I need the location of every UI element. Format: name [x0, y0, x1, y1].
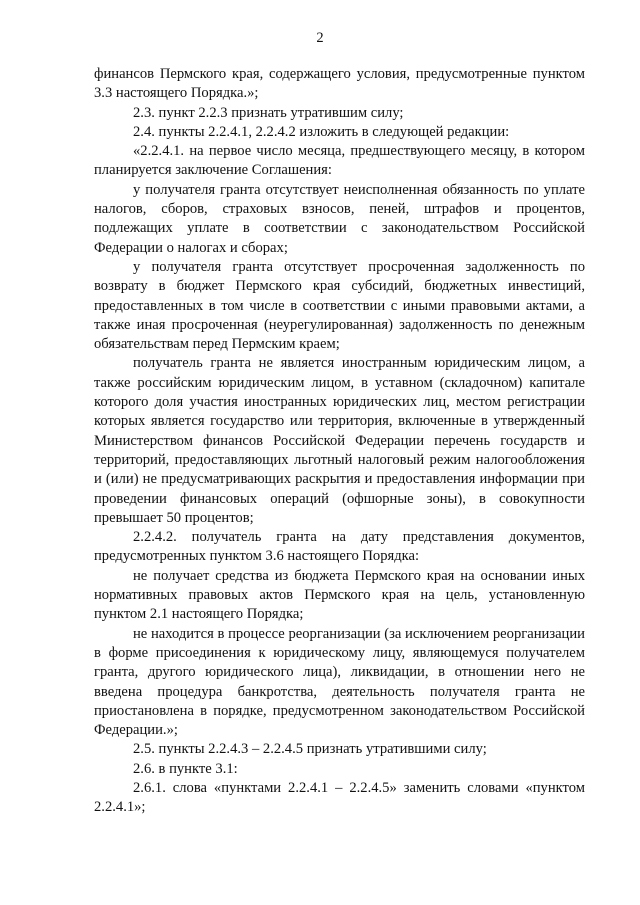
paragraph: у получателя гранта отсутствует просроченная задолженность по возврату в бюджет Пермского края субсидий, бюджетных инвестиций, предоставленных в том числе в соответствии с иными правовыми актами, а также иная просроченная (неурегулированная) задолженность по денежным обязательствам перед Пермским краем;: [94, 258, 585, 353]
paragraph: 2.5. пункты 2.2.4.3 – 2.2.4.5 признать утратившими силу;: [133, 741, 487, 758]
paragraph: получатель гранта не является иностранным юридическим лицом, а также российским юридическим лицом, в уставном (складочном) капитале которого доля участия иностранных юридических лиц, местом регистрации которых является государство или территория, включенные в утвержденный Министерством финансов Российской Федерации перечень государств и территорий, предоставляющих льготный налоговый режим налогообложения и (или) не предусматривающих раскрытия и предоставления информации при проведении финансовых операций (офшорные зоны), в совокупности превышает 50 процентов;: [94, 355, 585, 526]
paragraph: «2.2.4.1. на первое число месяца, предшествующего месяцу, в котором планируется заключение Соглашения:: [94, 143, 585, 179]
paragraph: 2.3. пункт 2.2.3 признать утратившим силу;: [133, 104, 404, 121]
paragraph: не находится в процессе реорганизации (за исключением реорганизации в форме присоединения к юридическому лицу, являющемуся получателем гранта, другого юридического лица), ликвидации, в отношении него не введена процедура банкротства, деятельность получателя гранта не приостановлена в порядке, предусмотренном законодательством Российской Федерации.»;: [94, 625, 585, 739]
page-number: 2: [316, 30, 324, 46]
paragraph: не получает средства из бюджета Пермского края на основании иных нормативных правовых актов Пермского края на цель, установленную пунктом 2.1 настоящего Порядка;: [94, 567, 585, 623]
paragraph: у получателя гранта отсутствует неисполненная обязанность по уплате налогов, сборов, страховых взносов, пеней, штрафов и процентов, подлежащих уплате в соответствии с законодательством Российской Федерации о налогах и сборах;: [94, 181, 585, 256]
paragraph: 2.6. в пункте 3.1:: [133, 760, 238, 777]
paragraph: 2.6.1. слова «пунктами 2.2.4.1 – 2.2.4.5» заменить словами «пунктом 2.2.4.1»;: [94, 779, 585, 816]
paragraph: 2.4. пункты 2.2.4.1, 2.2.4.2 изложить в следующей редакции:: [133, 123, 510, 140]
paragraph: финансов Пермского края, содержащего условия, предусмотренные пунктом 3.3 настоящего Порядка.»;: [94, 66, 585, 102]
document-body: [94, 65, 585, 818]
paragraph: 2.2.4.2. получатель гранта на дату представления документов, предусмотренных пунктом 3.6 настоящего Порядка:: [94, 529, 585, 565]
